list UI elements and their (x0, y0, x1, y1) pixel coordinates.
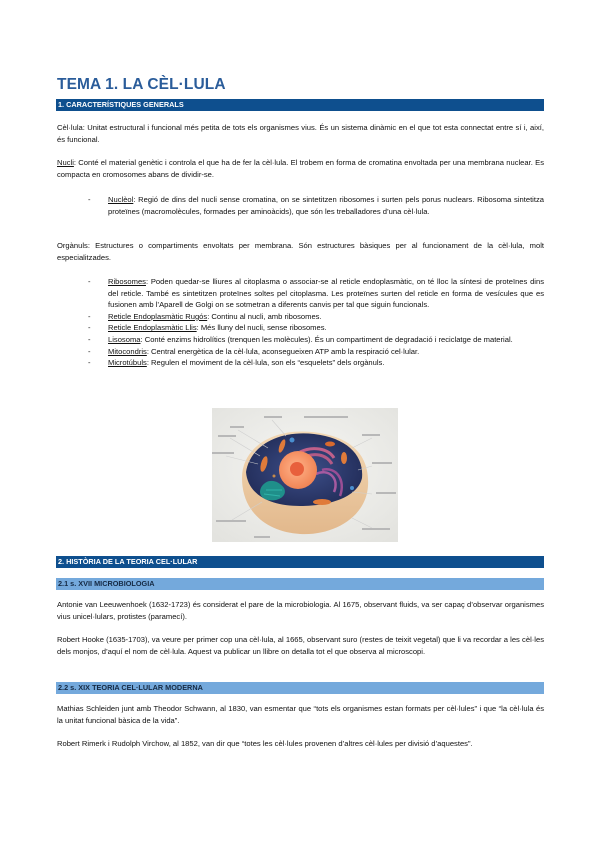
subsection-heading-2-1: 2.1 s. XVII MICROBIOLOGIA (56, 578, 544, 590)
cell-illustration (212, 408, 398, 542)
bullet-marker: - (88, 323, 91, 333)
definition-cellula: : Unitat estructural i funcional més petita de tots els organismes vius. És un sistema dinàmic en el que tot esta connectat entre sí i, així, és funcional. (57, 123, 544, 144)
term-ribosomes: Ribosomes (108, 277, 146, 286)
term-microtubuls: Microtúbuls (108, 358, 147, 368)
list-item (88, 346, 544, 358)
bullet-marker: - (88, 277, 91, 286)
term-lisosoma: Lisosoma (108, 334, 141, 344)
section-heading-2: 2. HISTÒRIA DE LA TEORIA CEL·LULAR (56, 556, 544, 568)
bullet-marker: - (88, 311, 91, 321)
hooke-text: Robert Hooke (1635-1703), va veure per primer cop una cèl·lula, al 1665, observant suro (restes de teixit vegetal) que li va recordar a les cèl·les dels monjos, d’aquí el nom de cèl·lula. Aquest va publicar un llibre on detalla tot el que observa al microscopi. (57, 635, 544, 656)
virchow-text: Robert Rimerk i Rudolph Virchow, al 1852, van dir que “totes les cèl·lules provenen d’altres cèl·lules per divisió d’aquestes”. (57, 739, 473, 748)
paragraph-schleiden-schwann (57, 703, 544, 726)
list-item (88, 322, 544, 334)
section-heading-1: 1. CARACTERÍSTIQUES GENERALS (56, 99, 544, 111)
list-item (88, 334, 544, 346)
paragraph-hooke (57, 634, 544, 657)
term-nucli: Nucli (57, 158, 74, 167)
term-rer: Reticle Endoplasmàtic Rugós (108, 311, 208, 321)
paragraph-cellula (57, 122, 544, 145)
paragraph-virchow (57, 738, 544, 750)
definition-ribosomes: : Poden quedar-se lliures al citoplasma o associar-se al reticle endoplasmàtic, on té lloc la síntesi de proteïnes dins del reticle. També es sintetitzen proteïnes soltes pel citoplasma. Les proteïnes surten del reticle en forma de vesícules que es fusionen amb l’Aparell de Golgi on se sotmetran a diferents canvis per tal que siguin funcionals. (108, 277, 544, 310)
animal-cell-icon (212, 408, 398, 542)
bullet-marker: - (88, 334, 91, 344)
definition-rer: : Continu al nucli, amb ribosomes. (207, 311, 322, 321)
definition-organuls: : Estructures o compartiments envoltats per membrana. Són estructures bàsiques per al funcionament de la cèl·lula, molt especialitzades. (57, 241, 544, 262)
term-nucleol: Nuclèol (108, 195, 134, 204)
paragraph-nucli (57, 157, 544, 180)
term-mitocondris: Mitocondris (108, 346, 147, 356)
list-item (88, 357, 544, 369)
definition-mitocondris: : Central energètica de la cèl·lula, aconsegueixen ATP amb la respiració cel·lular. (146, 346, 420, 356)
bullet-marker: - (88, 358, 91, 368)
leeuwenhoek-text: Antonie van Leeuwenhoek (1632-1723) és considerat el pare de la microbiologia. Al 1675, observant fluids, va ser capaç d’observar organismes vius unicel·lulars, protistes (paramecí). (57, 600, 544, 621)
nucleol-list (88, 194, 544, 217)
definition-rel: : Més lluny del nucli, sense ribosomes. (196, 323, 327, 333)
page-title: TEMA 1. LA CÈL·LULA (57, 76, 226, 93)
term-organuls: Orgànuls (57, 241, 88, 250)
paragraph-organuls (57, 240, 544, 263)
list-item (88, 311, 544, 323)
bullet-marker: - (88, 195, 91, 204)
schleiden-text: Mathias Schleiden junt amb Theodor Schwann, al 1830, van esmentar que “tots els organismes estan formats per cèl·lules” i que “la cèl·lula és la unitat funcional bàsica de la vida”. (57, 704, 544, 725)
bullet-marker: - (88, 346, 91, 356)
paragraph-leeuwenhoek (57, 599, 544, 622)
definition-nucli: : Conté el material genètic i controla el que ha de fer la cèl·lula. El trobem en forma de cromatina envoltada per una membrana nuclear. Es compacta en cromosomes abans de dividir-se. (57, 158, 544, 179)
list-item-nucleol (88, 194, 544, 217)
term-rel: Reticle Endoplasmàtic Llis (108, 323, 197, 333)
list-item (88, 276, 544, 311)
definition-nucleol: : Regió de dins del nucli sense cromatina, on se sintetitzen ribosomes i surten pels porus nuclears. Ribosoma sintetitza proteïnes (macromolècules, formades per aminoàcids), que són les treballadores d’una cèl·lula. (108, 195, 544, 216)
organelle-list (88, 276, 544, 369)
definition-lisosoma: : Conté enzims hidrolítics (trenquen les molècules). És un compartiment de degradació i reciclatge de material. (140, 334, 513, 344)
subsection-heading-2-2: 2.2 s. XIX TEORIA CEL·LULAR MODERNA (56, 682, 544, 694)
term-cellula: Cèl·lula (57, 123, 83, 132)
definition-microtubuls: : Regulen el moviment de la cèl·lula, son els “esquelets” dels orgànuls. (146, 358, 385, 368)
